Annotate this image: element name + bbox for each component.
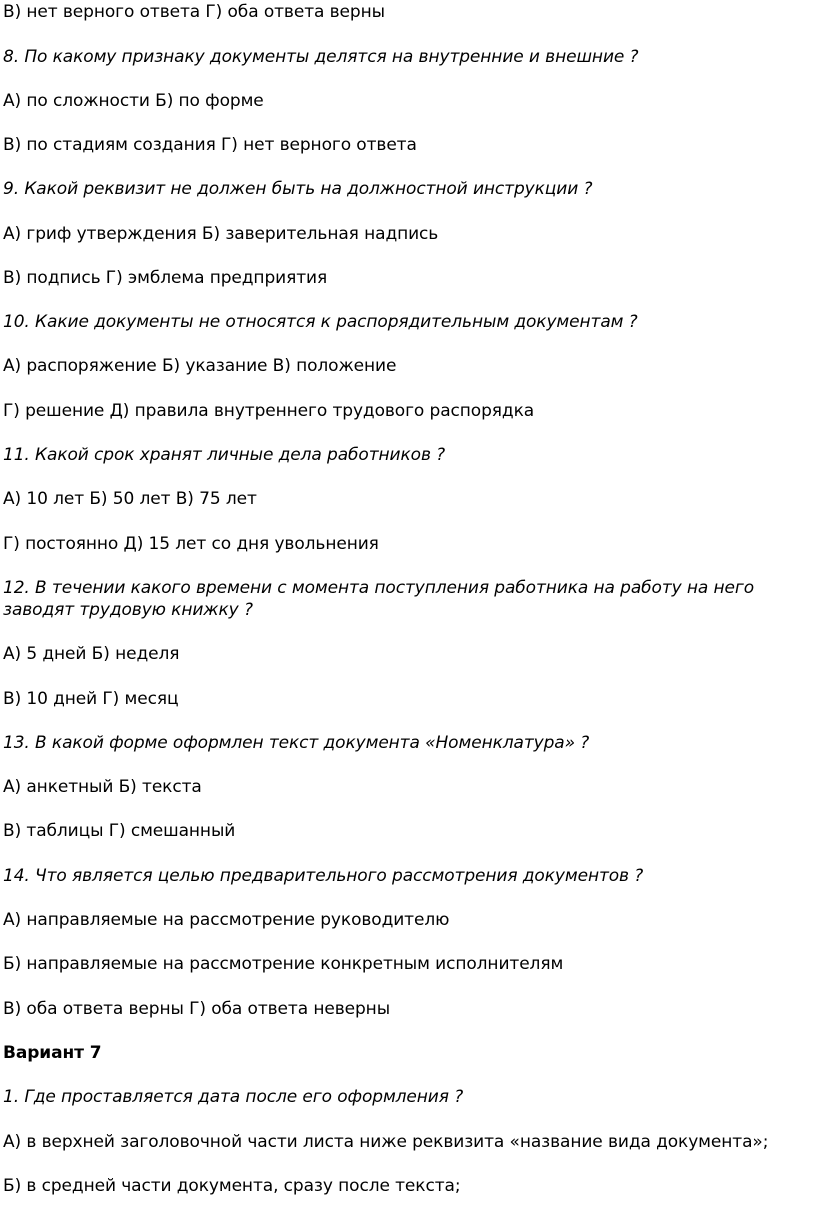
answer-line: А) направляемые на рассмотрение руководителю <box>3 910 450 930</box>
question-line: 8. По какому признаку документы делятся на внутренние и внешние ? <box>3 47 639 67</box>
question-line: 14. Что является целью предварительного рассмотрения документов ? <box>3 866 644 886</box>
question-line: 12. В течении какого времени с момента поступления работника на работу на него заводят трудовую книжку ? <box>3 578 755 620</box>
answer-line: А) 5 дней Б) неделя <box>3 644 180 664</box>
answer-line: В) подпись Г) эмблема предприятия <box>3 268 328 288</box>
answer-line: А) гриф утверждения Б) заверительная надпись <box>3 224 439 244</box>
answer-line: В) 10 дней Г) месяц <box>3 689 179 709</box>
question-line: 11. Какой срок хранят личные дела работников ? <box>3 445 446 465</box>
answer-line: Б) в средней части документа, сразу после текста; <box>3 1176 461 1196</box>
question-line: 10. Какие документы не относятся к распорядительным документам ? <box>3 312 638 332</box>
question-line: 1. Где проставляется дата после его оформления ? <box>3 1087 464 1107</box>
answer-line: В) нет верного ответа Г) оба ответа верны <box>3 2 385 22</box>
answer-line: В) оба ответа верны Г) оба ответа неверны <box>3 999 391 1019</box>
question-line: 9. Какой реквизит не должен быть на должностной инструкции ? <box>3 179 593 199</box>
answer-line: Г) решение Д) правила внутреннего трудового распорядка <box>3 401 535 421</box>
answer-line: А) 10 лет Б) 50 лет В) 75 лет <box>3 489 257 509</box>
answer-line: В) таблицы Г) смешанный <box>3 821 236 841</box>
answer-line: Г) постоянно Д) 15 лет со дня увольнения <box>3 534 379 554</box>
answer-line: В) по стадиям создания Г) нет верного ответа <box>3 135 417 155</box>
answer-line: А) распоряжение Б) указание В) положение <box>3 356 397 376</box>
answer-line: А) в верхней заголовочной части листа ниже реквизита «название вида документа»; <box>3 1132 769 1152</box>
answer-line: А) по сложности Б) по форме <box>3 91 264 111</box>
answer-line: Б) направляемые на рассмотрение конкретным исполнителям <box>3 954 564 974</box>
answer-line: А) анкетный Б) текста <box>3 777 202 797</box>
variant-heading: Вариант 7 <box>3 1043 102 1063</box>
question-line: 13. В какой форме оформлен текст документа «Номенклатура» ? <box>3 733 590 753</box>
